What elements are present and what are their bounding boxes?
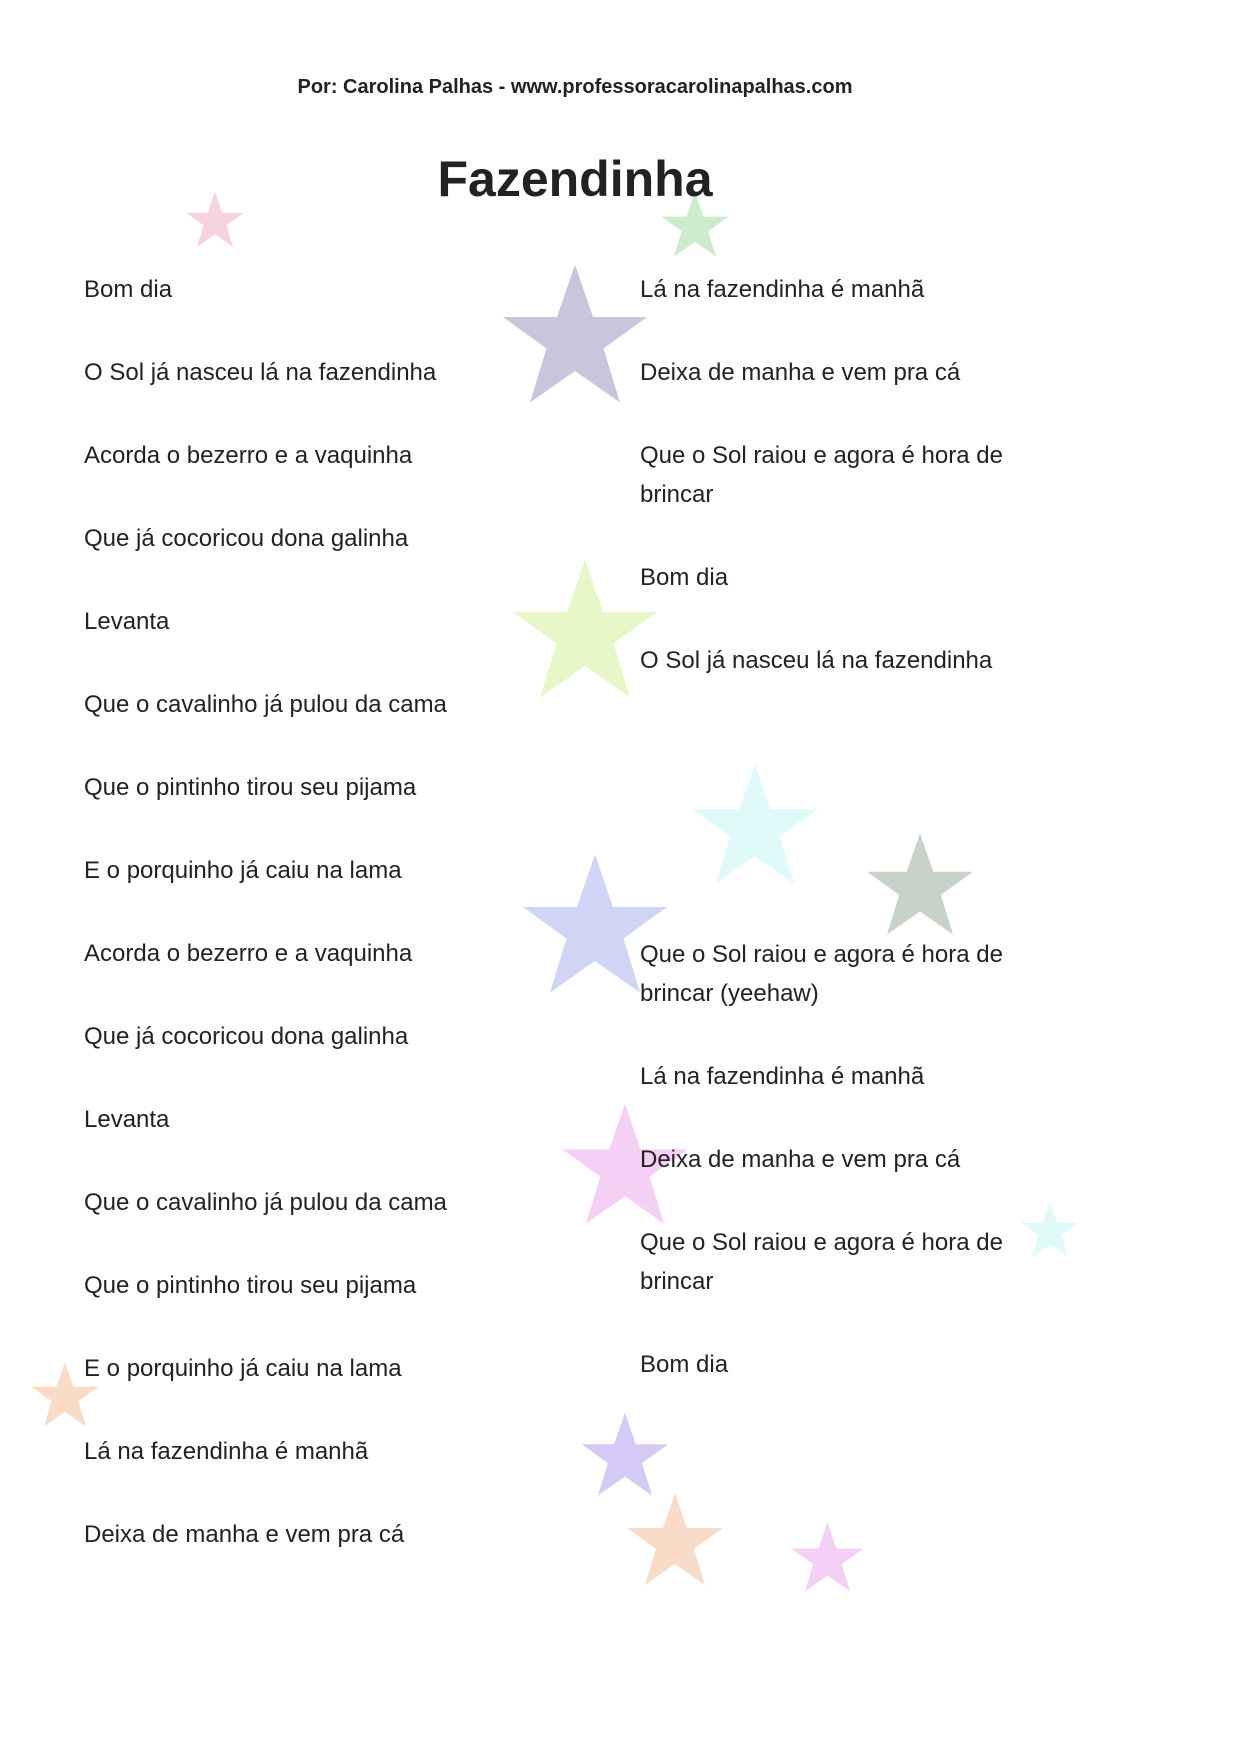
star-icon [790, 1520, 865, 1595]
lyric-line: Que o Sol raiou e agora é hora de brincar (yeehaw) [640, 941, 1003, 1007]
lyric-line: Que já cocoricou dona galinha [84, 1023, 409, 1050]
star-icon [625, 1490, 725, 1590]
lyric-line: Deixa de manha e vem pra cá [640, 1146, 961, 1173]
author-byline: Por: Carolina Palhas - www.professoracarolinapalhas.com [297, 76, 853, 98]
lyric-line: Que o cavalinho já pulou da cama [84, 691, 447, 718]
lyric-line: Bom dia [640, 1351, 729, 1378]
star-icon [500, 260, 650, 410]
song-title: Fazendinha [437, 151, 713, 207]
lyric-line: Levanta [84, 608, 170, 635]
lyrics-right-column [640, 270, 1060, 1384]
lyric-line: Lá na fazendinha é manhã [640, 276, 925, 303]
lyric-line: O Sol já nasceu lá na fazendinha [84, 359, 437, 386]
lyric-line: Que o pintinho tirou seu pijama [84, 1272, 417, 1299]
lyric-line: Deixa de manha e vem pra cá [640, 359, 961, 386]
lyric-line: Que o cavalinho já pulou da cama [84, 1189, 447, 1216]
lyric-line: O Sol já nasceu lá na fazendinha [640, 647, 993, 674]
lyric-line: E o porquinho já caiu na lama [84, 1355, 402, 1382]
lyrics-left-column [84, 270, 504, 1554]
star-icon [580, 1410, 670, 1500]
lyric-line: Que o Sol raiou e agora é hora de brincar [640, 442, 1003, 508]
lyric-line: Acorda o bezerro e a vaquinha [84, 940, 413, 967]
lyric-line: Bom dia [640, 564, 729, 591]
lyric-line: Lá na fazendinha é manhã [84, 1438, 369, 1465]
star-icon [510, 540, 660, 720]
lyric-line: Bom dia [84, 276, 173, 303]
lyric-line: Que o Sol raiou e agora é hora de brincar [640, 1229, 1003, 1295]
lyric-line: Acorda o bezerro e a vaquinha [84, 442, 413, 469]
lyric-line: Que já cocoricou dona galinha [84, 525, 409, 552]
lyric-line: E o porquinho já caiu na lama [84, 857, 402, 884]
lyric-line: Lá na fazendinha é manhã [640, 1063, 925, 1090]
lyric-line: Que o pintinho tirou seu pijama [84, 774, 417, 801]
lyric-line: Levanta [84, 1106, 170, 1133]
lyric-line: Deixa de manha e vem pra cá [84, 1521, 405, 1548]
